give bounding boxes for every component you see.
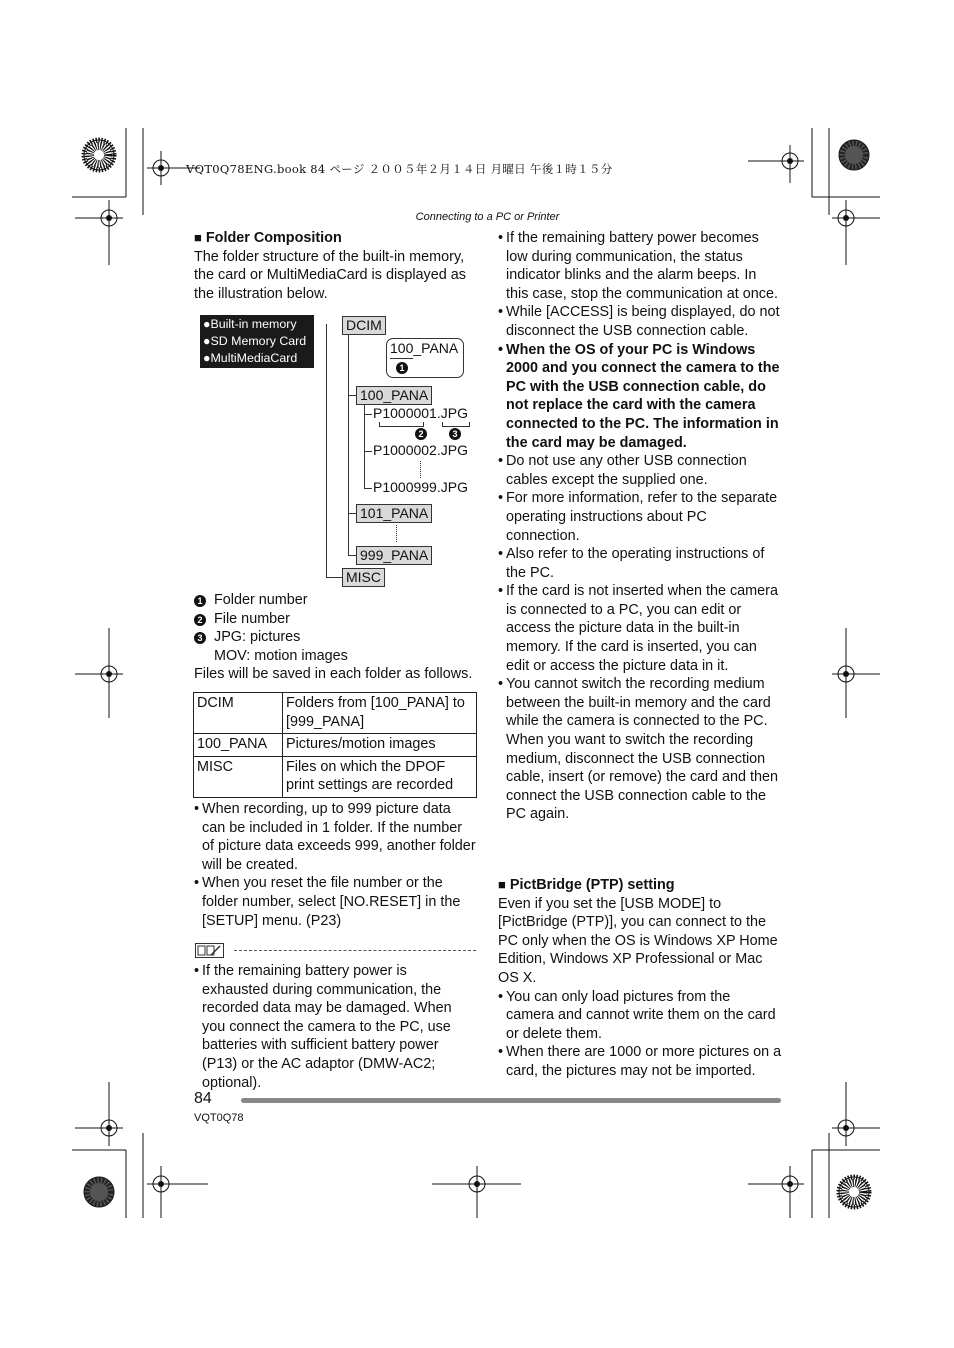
list-item: • If the remaining battery power is exhausted during communication, the recorded data may be damaged. When you connect the camera to the PC, use batteries with sufficient battery power (P13) or the AC adaptor (DMW-AC2; optional). <box>194 962 476 1092</box>
list-item: • When there are 1000 or more pictures on a card, the pictures may not be imported. <box>498 1043 782 1080</box>
folder-101-pana: 101_PANA <box>356 504 432 523</box>
tree-line <box>348 395 356 396</box>
tree-line <box>348 334 349 556</box>
list-item: • If the card is not inserted when the camera is connected to a PC, you can edit or access the picture data in the built-in memory. If the card is inserted, you can edit or access the picture data in it. <box>498 582 782 675</box>
note-icon <box>195 943 224 958</box>
marker-1: 1 <box>396 362 408 374</box>
right-column <box>498 229 782 824</box>
list-item: • Do not use any other USB connection cables except the supplied one. <box>498 452 782 489</box>
list-item: • Also refer to the operating instructions of the PC. <box>498 545 782 582</box>
file-number-bracket <box>379 422 424 427</box>
section-header: Connecting to a PC or Printer <box>415 211 560 223</box>
mov-line: MOV: motion images <box>214 647 348 664</box>
note-bullets <box>194 962 476 1092</box>
tree-line <box>364 451 372 452</box>
table-cell: MISC <box>194 756 283 797</box>
folder-100-pana: 100_PANA <box>356 386 432 405</box>
left-bullets <box>194 800 476 930</box>
file-p1000001: P1000001.JPG <box>373 405 468 421</box>
footer-divider <box>241 1098 781 1103</box>
numbered-item: 2 File number <box>194 610 484 629</box>
square-bullet-icon: ■ <box>194 230 202 245</box>
warning-item: • When the OS of your PC is Windows 2000 and you connect the camera to the PC with the USB connection cable, do not replace the card with the camera connected to the PC. The information in the card may be damaged. <box>498 341 782 453</box>
memory-legend <box>200 315 314 368</box>
tree-line <box>326 577 342 578</box>
left-column-top <box>194 229 479 303</box>
legend-item: ●SD Memory Card <box>203 334 307 348</box>
table-row <box>194 734 477 757</box>
pictbridge-section <box>498 876 782 1081</box>
list-item: • You can only load pictures from the camera and cannot write them on the card or delete them. <box>498 988 782 1044</box>
legend-item: ●MultiMediaCard <box>203 351 298 365</box>
list-item: • You cannot switch the recording medium between the built-in memory and the card while the camera is connected to the PC. When you want to switch the recording medium, disconnect the USB connection cable, insert (or remove) the card and then connect the USB connection cable to the PC again. <box>498 675 782 824</box>
file-p1000999: P1000999.JPG <box>373 479 468 495</box>
folder-999-pana: 999_PANA <box>356 546 432 565</box>
callout-underline <box>390 358 413 359</box>
model-code: VQT0Q78 <box>194 1112 244 1124</box>
table-row <box>194 756 477 797</box>
numbered-item: 3 JPG: pictures <box>194 628 484 647</box>
print-header-meta: VQT0Q78ENG.book 84 ページ ２００５年２月１４日 月曜日 午後１時１５分 <box>186 162 613 176</box>
marker-3: 3 <box>449 428 461 440</box>
table-cell: Files on which the DPOF print settings are recorded <box>283 756 477 797</box>
folder-intro: The folder structure of the built-in memory, the card or MultiMediaCard is displayed as the illustration below. <box>194 248 466 302</box>
list-item: • If the remaining battery power becomes low during communication, the status indicator blinks and the alarm beeps. In this case, stop the communication at once. <box>498 229 782 303</box>
page-number: 84 <box>194 1090 212 1107</box>
folder-table <box>193 692 477 798</box>
tree-line <box>364 488 372 489</box>
folder-heading: ■ Folder Composition <box>194 230 342 246</box>
pictbridge-heading: ■ PictBridge (PTP) setting <box>498 877 675 893</box>
marker-2: 2 <box>415 428 427 440</box>
square-bullet-icon: ■ <box>498 877 506 892</box>
table-cell: Folders from [100_PANA] to [999_PANA] <box>283 693 477 734</box>
ellipsis-dots <box>396 525 397 542</box>
tree-line <box>364 404 365 489</box>
tree-line <box>348 513 356 514</box>
legend-item: ●Built-in memory <box>203 317 297 331</box>
table-cell: 100_PANA <box>194 734 283 757</box>
numbered-legend <box>194 591 484 684</box>
callout-folder: 100_PANA <box>390 340 459 356</box>
tree-line <box>364 414 372 415</box>
extension-bracket <box>442 422 470 427</box>
folder-misc: MISC <box>342 568 385 587</box>
tree-line <box>326 324 327 578</box>
pictbridge-intro: Even if you set the [USB MODE] to [PictBridge (PTP)], you can connect to the PC only when the OS is Windows XP Home Edition, Windows XP Professional or Mac OS X. <box>498 895 778 986</box>
table-cell: Pictures/motion images <box>283 734 477 757</box>
list-item: • While [ACCESS] is being displayed, do not disconnect the USB connection cable. <box>498 303 782 340</box>
list-item: • For more information, refer to the separate operating instructions about PC connection. <box>498 489 782 545</box>
file-p1000002: P1000002.JPG <box>373 442 468 458</box>
list-item: • When you reset the file number or the folder number, select [NO.RESET] in the [SETUP] menu. (P23) <box>194 874 476 930</box>
folder-dcim: DCIM <box>342 316 386 335</box>
ellipsis-dots <box>420 461 421 478</box>
tree-line <box>348 555 356 556</box>
table-cell: DCIM <box>194 693 283 734</box>
table-row <box>194 693 477 734</box>
note-divider <box>234 950 476 951</box>
list-item: • When recording, up to 999 picture data can be included in 1 folder. If the number of picture data exceeds 999, another folder will be created. <box>194 800 476 874</box>
files-saved-note: Files will be saved in each folder as follows. <box>194 666 473 683</box>
numbered-item: 1 Folder number <box>194 591 484 610</box>
